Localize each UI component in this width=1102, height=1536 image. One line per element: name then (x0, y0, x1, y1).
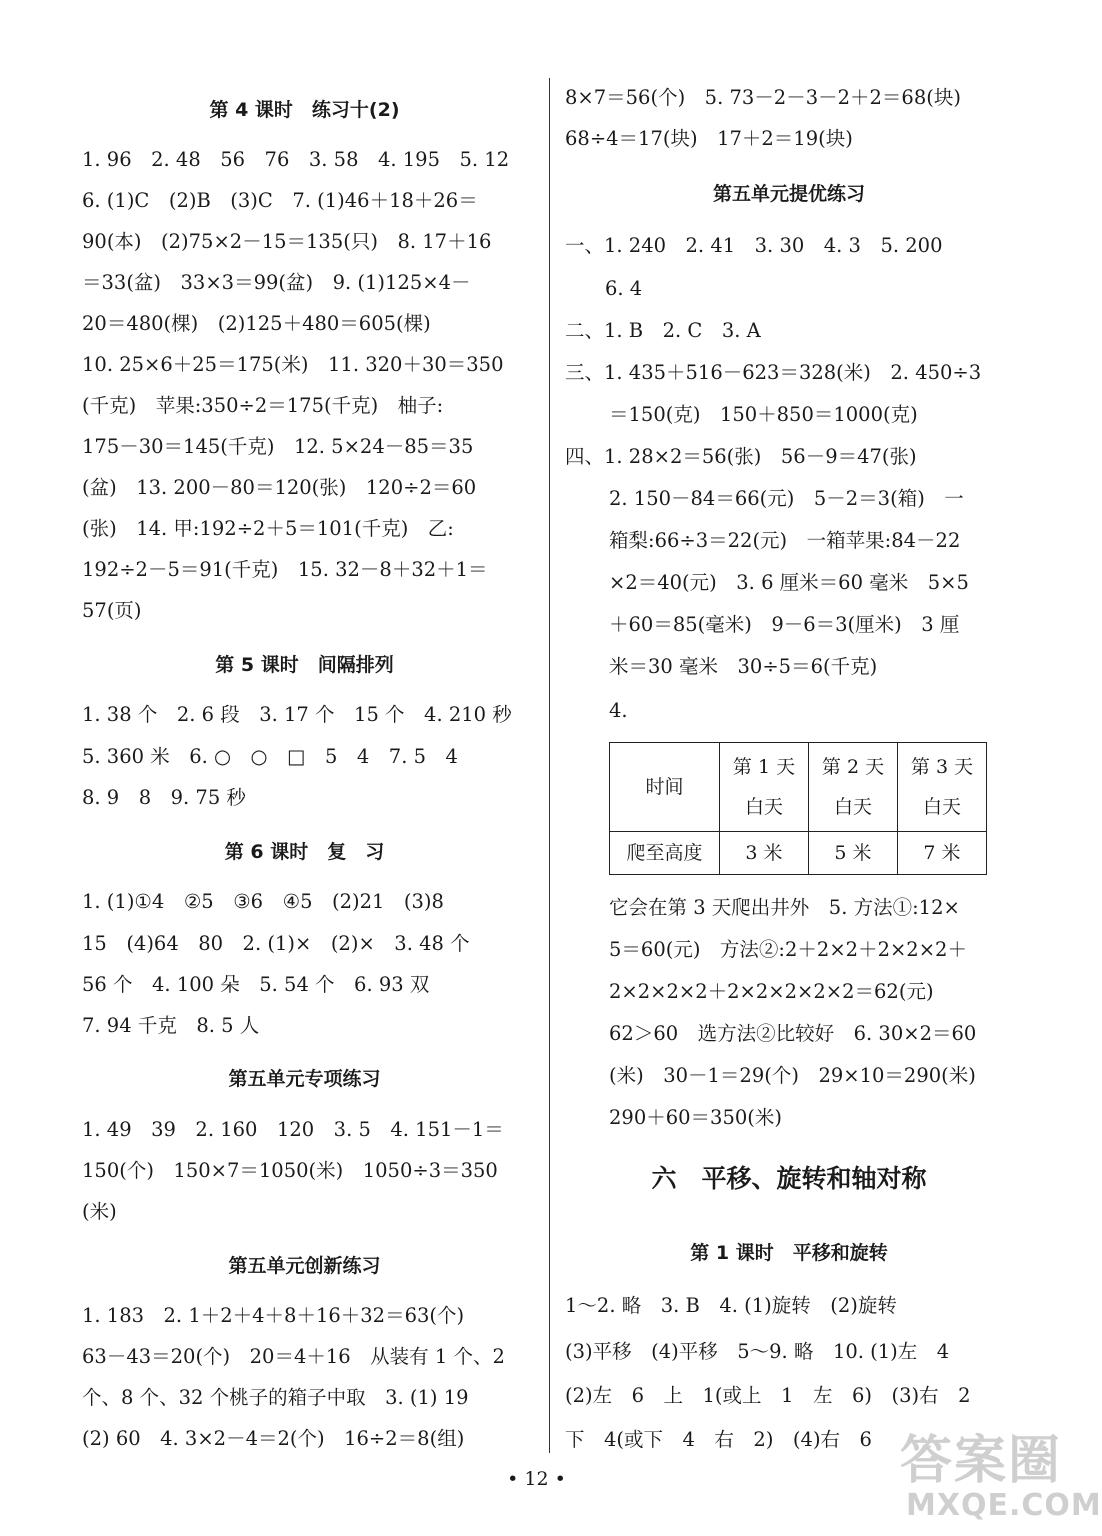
answer-line: ＝150(克) 150＋850＝1000(克) (609, 403, 918, 426)
watermark-url: MXQE.COM (906, 1488, 1102, 1523)
section-title-unit5-advanced: 第五单元提优练习 (712, 183, 865, 205)
day-label: 第 3 天 (910, 756, 974, 778)
answer-line: 192÷2－5＝91(千克) 15. 32－8＋32＋1＝ (82, 558, 488, 581)
answer-line: 4. (609, 699, 628, 722)
answer-line: 68÷4＝17(块) 17＋2＝19(块) (565, 127, 853, 150)
answer-line: 1. 183 2. 1＋2＋4＋8＋16＋32＝63(个) (82, 1304, 465, 1327)
answer-line: 63－43＝20(个) 20＝4＋16 从装有 1 个、2 (82, 1345, 505, 1368)
answer-line: 15 (4)64 80 2. (1)× (2)× 3. 48 个 (82, 932, 470, 955)
answer-line: 2. 150－84＝66(元) 5－2＝3(箱) 一 (609, 487, 964, 510)
page-number: • 12 • (507, 1468, 566, 1490)
answer-line: 5＝60(元) 方法②:2＋2×2＋2×2×2＋ (609, 938, 967, 961)
answer-line: (张) 14. 甲:192÷2＋5＝101(千克) 乙: (82, 517, 454, 540)
answer-line: 7. 94 千克 8. 5 人 (82, 1014, 260, 1037)
answer-line: 8. 9 8 9. 75 秒 (82, 786, 246, 809)
answer-line: 90(本) (2)75×2－15＝135(只) 8. 17＋16 (82, 230, 492, 253)
watermark-text: 答案圈 (900, 1431, 1063, 1491)
answer-line: 56 个 4. 100 朵 5. 54 个 6. 93 双 (82, 973, 430, 996)
climb-height-table (609, 742, 987, 875)
answer-line: 四、1. 28×2＝56(张) 56－9＝47(张) (565, 445, 917, 468)
answer-line: 1. 96 2. 48 56 76 3. 58 4. 195 5. 12 (82, 148, 510, 171)
answer-line: 62＞60 选方法②比较好 6. 30×2＝60 (609, 1022, 977, 1045)
table-row (610, 743, 987, 832)
answer-line: 个、8 个、32 个桃子的箱子中取 3. (1) 19 (82, 1386, 469, 1409)
answer-line: 米＝30 毫米 30÷5＝6(千克) (609, 655, 878, 678)
day-label: 第 1 天 (732, 756, 796, 778)
answer-line: ＝33(盆) 33×3＝99(盆) 9. (1)125×4－ (82, 271, 471, 294)
table-cell: 7 米 (898, 832, 987, 875)
day-period: 白天 (744, 796, 783, 818)
table-row-label: 爬至高度 (610, 832, 720, 875)
section-title-unit5-innovation: 第五单元创新练习 (228, 1255, 381, 1277)
answer-line: (2) 60 4. 3×2－4＝2(个) 16÷2＝8(组) (82, 1427, 465, 1450)
answer-line: 三、1. 435＋516－623＝328(米) 2. 450÷3 (565, 361, 982, 384)
answer-line: 一、1. 240 2. 41 3. 30 4. 3 5. 200 (565, 234, 943, 257)
answer-line: 10. 25×6＋25＝175(米) 11. 320＋30＝350 (82, 353, 504, 376)
answer-line: (2)左 6 上 1(或上 1 左 6) (3)右 2 (565, 1384, 971, 1407)
answer-line: (千克) 苹果:350÷2＝175(千克) 柚子: (82, 394, 444, 417)
answer-line: 二、1. B 2. C 3. A (565, 319, 761, 342)
answer-line: (米) (82, 1200, 117, 1223)
table-cell: 5 米 (809, 832, 898, 875)
day-period: 白天 (922, 796, 961, 818)
answer-line: 290＋60＝350(米) (609, 1106, 782, 1129)
day-period: 白天 (833, 796, 872, 818)
table-header-cell (809, 743, 898, 832)
table-header-cell (720, 743, 809, 832)
answer-line: 1. (1)①4 ②5 ③6 ④5 (2)21 (3)8 (82, 890, 444, 913)
table-row (610, 832, 987, 875)
answer-line: 1. 49 39 2. 160 120 3. 5 4. 151－1＝ (82, 1118, 504, 1141)
answer-line: ＋60＝85(毫米) 9－6＝3(厘米) 3 厘 (609, 613, 960, 636)
answer-line: 20＝480(棵) (2)125＋480＝605(棵) (82, 312, 431, 335)
chapter-title: 六 平移、旋转和轴对称 (651, 1164, 927, 1193)
answer-line: 5. 360 米 6. ○ ○ □ 5 4 7. 5 4 (82, 745, 458, 768)
answer-line: 6. 4 (605, 277, 643, 300)
answer-line: 6. (1)C (2)B (3)C 7. (1)46＋18＋26＝ (82, 189, 478, 212)
answer-line: 150(个) 150×7＝1050(米) 1050÷3＝350 (82, 1159, 498, 1182)
section-title-lesson4: 第 4 课时 练习十(2) (209, 99, 400, 121)
answer-line: 2×2×2×2＋2×2×2×2×2＝62(元) (609, 980, 934, 1003)
answer-line: 175－30＝145(千克) 12. 5×24－85＝35 (82, 435, 474, 458)
answer-line: (米) 30－1＝29(个) 29×10＝290(米) (609, 1064, 976, 1087)
section-title-lesson6: 第 6 课时 复 习 (224, 841, 385, 863)
answer-line: 箱梨:66÷3＝22(元) 一箱苹果:84－22 (609, 529, 961, 552)
answer-line: (盆) 13. 200－80＝120(张) 120÷2＝60 (82, 476, 477, 499)
watermark-logo (900, 1418, 1102, 1530)
answer-line: 57(页) (82, 599, 142, 622)
answer-line: 1. 38 个 2. 6 段 3. 17 个 15 个 4. 210 秒 (82, 703, 512, 726)
answer-line: 1～2. 略 3. B 4. (1)旋转 (2)旋转 (565, 1294, 897, 1317)
table-header-cell (898, 743, 987, 832)
section-title-lesson5: 第 5 课时 间隔排列 (215, 654, 394, 676)
answer-line: 8×7＝56(个) 5. 73－2－3－2＋2＝68(块) (565, 86, 961, 109)
answer-line: 下 4(或下 4 右 2) (4)右 6 (565, 1428, 872, 1451)
day-label: 第 2 天 (821, 756, 885, 778)
answer-line: (3)平移 (4)平移 5～9. 略 10. (1)左 4 (565, 1340, 950, 1363)
answer-line: ×2＝40(元) 3. 6 厘米＝60 毫米 5×5 (609, 571, 969, 594)
answer-line: 它会在第 3 天爬出井外 5. 方法①:12× (609, 896, 960, 919)
section-title-ch6-lesson1: 第 1 课时 平移和旋转 (690, 1242, 888, 1264)
table-header-cell: 时间 (610, 743, 720, 832)
column-divider (549, 78, 550, 1453)
table-cell: 3 米 (720, 832, 809, 875)
section-title-unit5-special: 第五单元专项练习 (228, 1068, 381, 1090)
